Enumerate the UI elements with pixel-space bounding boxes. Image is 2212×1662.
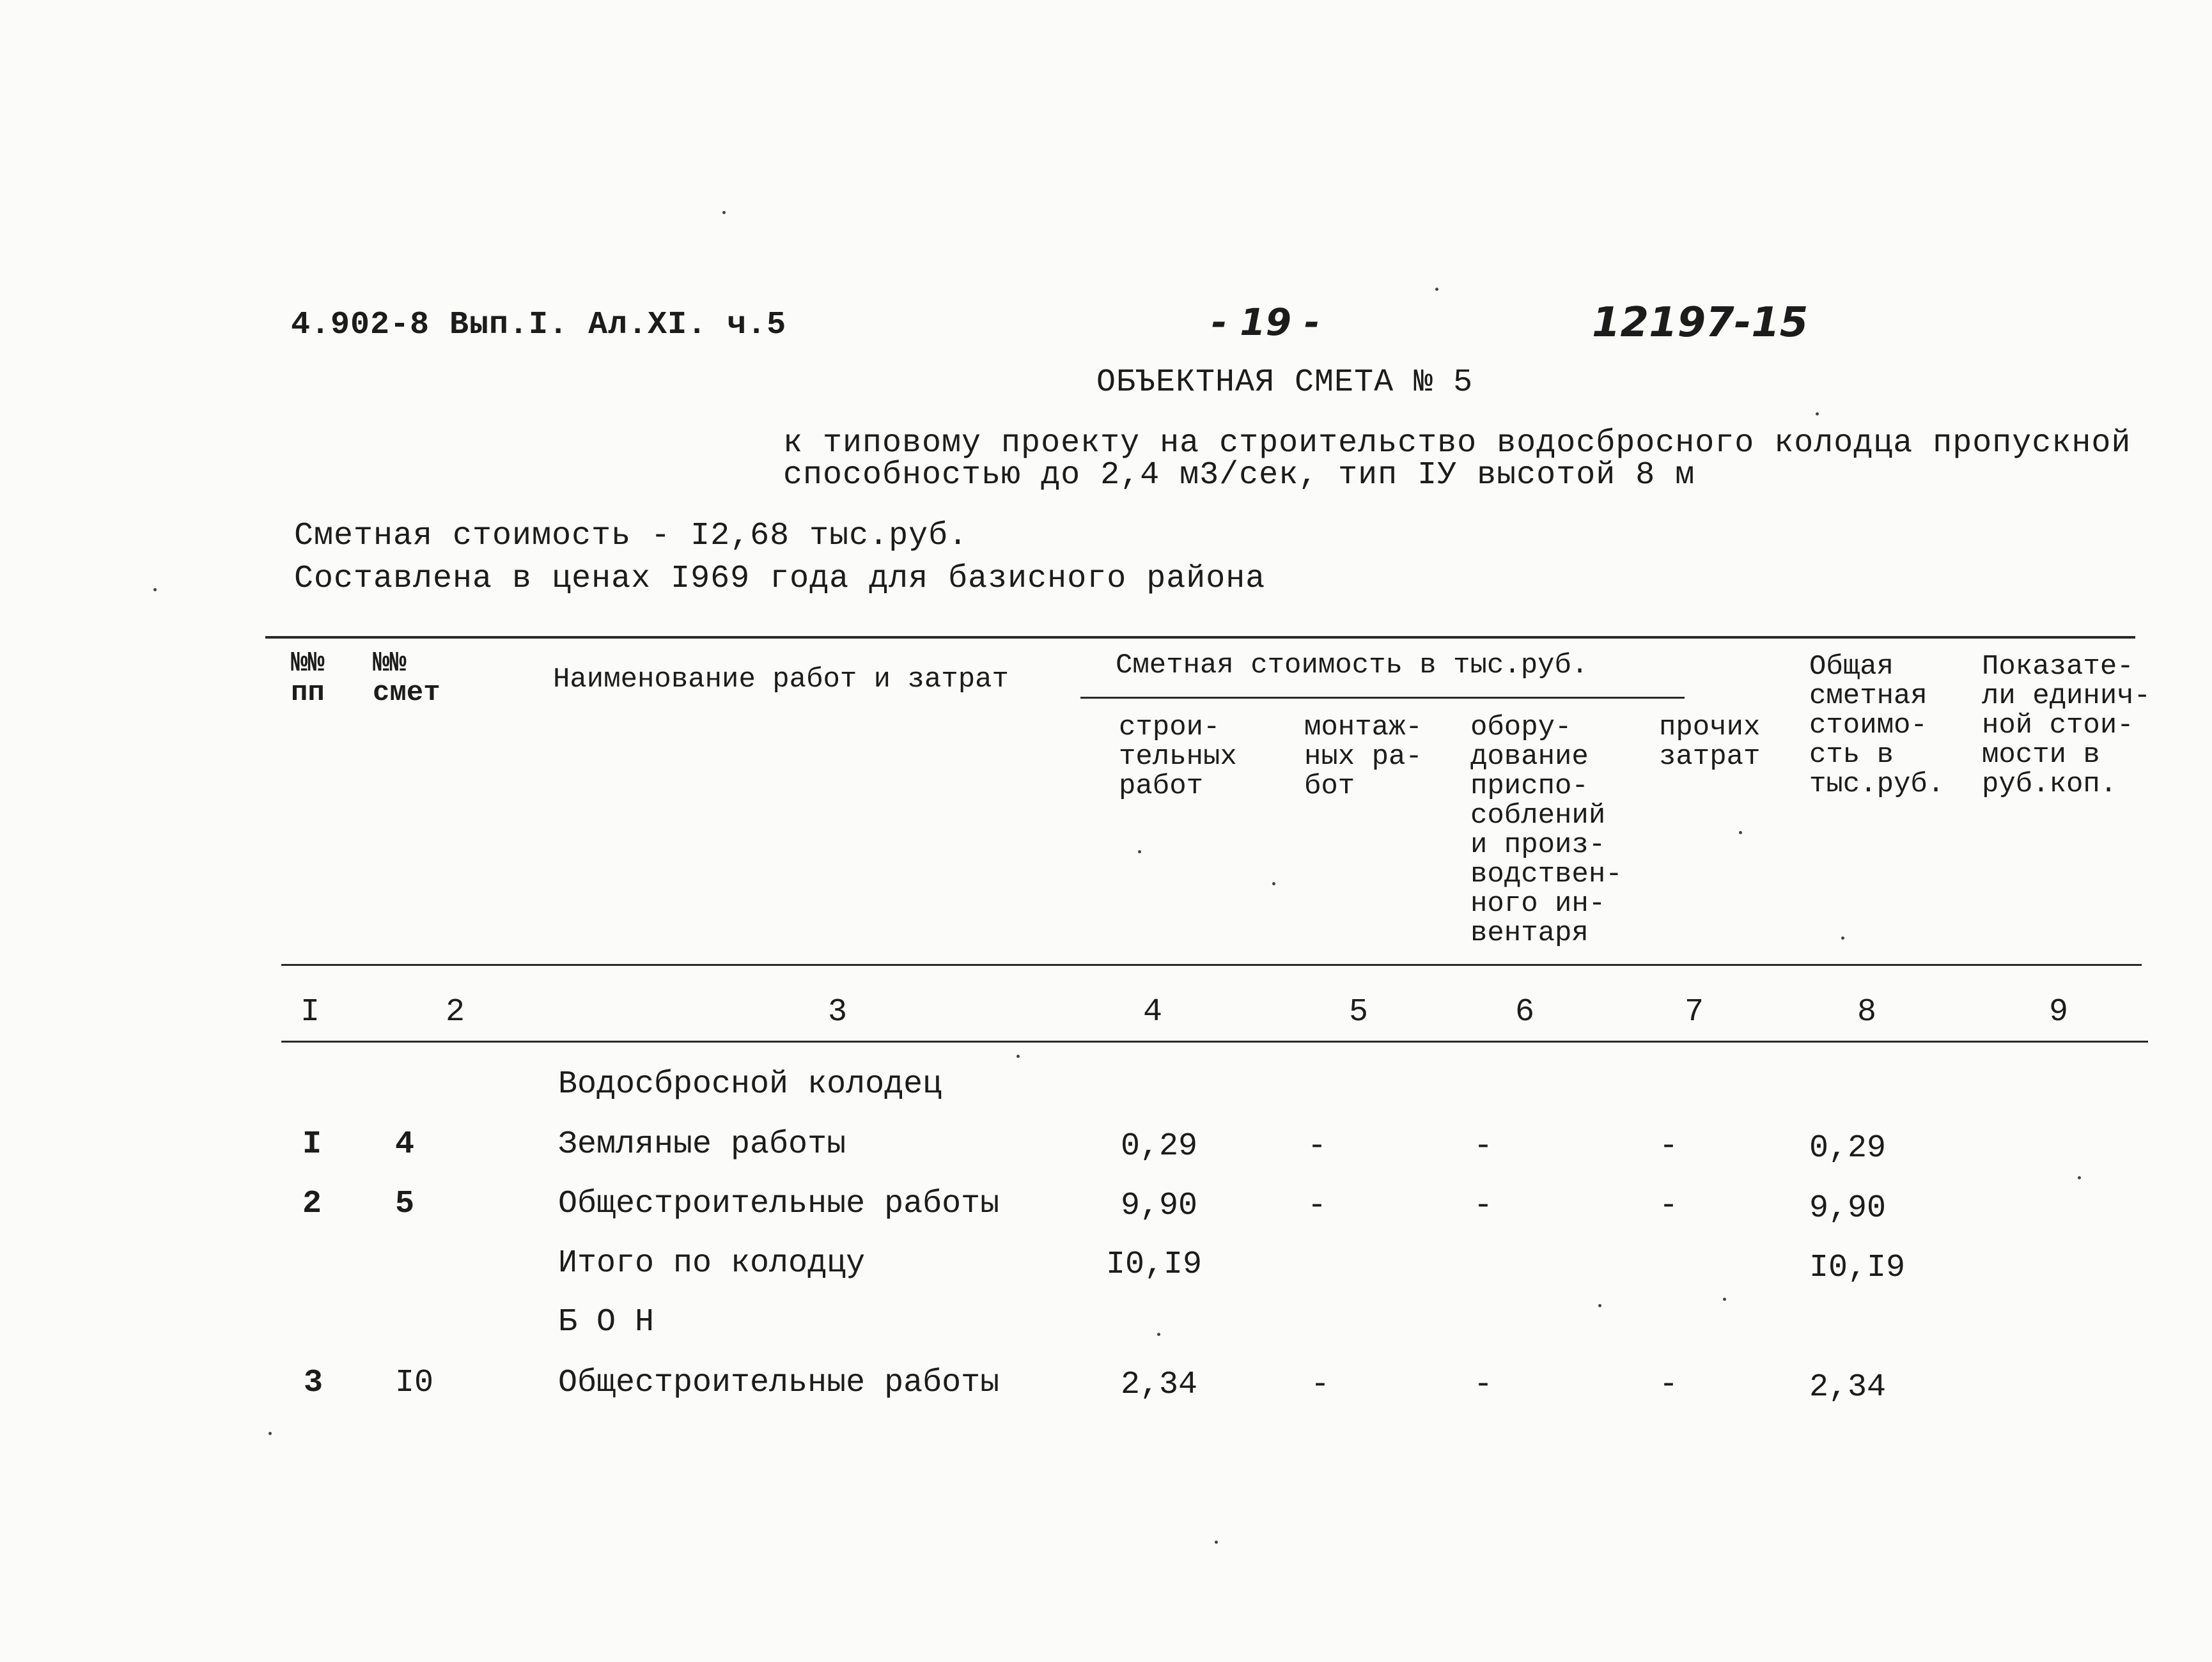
column-number-8: 8	[1857, 994, 1877, 1030]
column-number-5: 5	[1348, 994, 1369, 1030]
row-construction-cost: 2,34	[1120, 1367, 1198, 1403]
row-number: I	[302, 1126, 322, 1163]
header-bottom-rule	[281, 964, 2142, 966]
row-name: Земляные работы	[558, 1126, 846, 1163]
scan-speck	[1272, 882, 1275, 885]
header-work-name: Наименование работ и затрат	[553, 664, 1009, 695]
subtitle-line-1: к типовому проекту на строительство водосбросного колодца пропускной	[783, 425, 2131, 462]
header-equipment: обору- дование приспо- соблений и произ- водствен- ного ин- вентаря	[1470, 711, 1623, 949]
document-title: ОБЪЕКТНАЯ СМЕТА № 5	[1096, 364, 1474, 401]
row-name: Общестроительные работы	[558, 1365, 1000, 1401]
row-total-cost: 2,34	[1809, 1369, 1887, 1406]
row-name: Водосбросной колодец	[558, 1066, 942, 1103]
scan-speck	[722, 211, 726, 214]
scan-speck	[1739, 831, 1742, 834]
row-equipment-cost: -	[1473, 1128, 1493, 1165]
scan-speck	[1841, 936, 1844, 940]
group-header-rule	[1080, 697, 1685, 699]
row-name: Итого по колодцу	[558, 1245, 866, 1282]
price-basis: Составлена в ценах I969 года для базисного района	[294, 561, 1266, 597]
scan-speck	[1138, 850, 1141, 853]
column-number-9: 9	[2048, 994, 2069, 1030]
row-other-cost: -	[1658, 1367, 1679, 1403]
row-estimate-number: 5	[394, 1186, 415, 1222]
header-total-cost: Общая сметная стоимо- сть в тыс.руб.	[1809, 651, 1945, 800]
header-installation-works: монтаж- ных ра- бот	[1304, 711, 1422, 802]
estimated-cost: Сметная стоимость - I2,68 тыс.руб.	[294, 518, 969, 554]
row-construction-cost: 0,29	[1120, 1128, 1198, 1165]
header-construction-works: строи- тельных работ	[1119, 711, 1237, 802]
row-other-cost: -	[1658, 1128, 1679, 1165]
header-unit-cost: Показате- ли единич- ной стои- мости в руб.коп.	[1982, 651, 2151, 800]
subtitle-line-2: способностью до 2,4 м3/сек, тип IУ высотой 8 м	[783, 457, 1695, 493]
row-installation-cost: -	[1307, 1128, 1327, 1165]
row-equipment-cost: -	[1473, 1188, 1493, 1224]
row-total-cost: 0,29	[1809, 1130, 1887, 1167]
scan-speck	[1215, 1541, 1218, 1544]
row-other-cost: -	[1658, 1188, 1679, 1224]
table-top-rule	[265, 636, 2135, 639]
row-construction-cost: I0,I9	[1105, 1246, 1203, 1283]
column-number-6: 6	[1515, 994, 1535, 1030]
scan-speck	[1016, 1055, 1020, 1058]
row-installation-cost: -	[1307, 1188, 1327, 1224]
row-number: 2	[302, 1186, 322, 1222]
column-number-2: 2	[445, 994, 465, 1030]
scan-speck	[1435, 288, 1438, 291]
inventory-number: 12197-15	[1592, 299, 1809, 346]
scan-speck	[1157, 1333, 1160, 1336]
header-cost-group: Сметная стоимость в тыс.руб.	[1116, 649, 1589, 681]
row-installation-cost: -	[1310, 1367, 1330, 1403]
scan-speck	[2078, 1176, 2081, 1179]
page-number: - 19 -	[1211, 300, 1320, 344]
document-reference: 4.902-8 Вып.I. Ал.XI. ч.5	[291, 307, 787, 343]
column-number-4: 4	[1142, 994, 1163, 1030]
row-equipment-cost: -	[1473, 1367, 1493, 1403]
row-estimate-number: 4	[394, 1126, 415, 1163]
row-construction-cost: 9,90	[1120, 1188, 1198, 1224]
column-number-7: 7	[1684, 994, 1704, 1030]
scan-speck	[269, 1432, 272, 1435]
row-name: Общестроительные работы	[558, 1186, 1000, 1222]
row-number: 3	[303, 1365, 323, 1401]
scan-speck	[1598, 1304, 1601, 1307]
header-row-number: №№ пп	[291, 648, 325, 709]
scan-speck	[1723, 1298, 1726, 1301]
column-numbers-rule	[281, 1041, 2148, 1043]
header-other-costs: прочих затрат	[1659, 711, 1761, 773]
column-number-3: 3	[827, 994, 848, 1030]
scan-speck	[1816, 412, 1819, 416]
row-total-cost: I0,I9	[1809, 1250, 1906, 1286]
row-name: Б О Н	[558, 1304, 655, 1340]
header-estimate-number: №№ смет	[373, 648, 440, 709]
column-number-1: I	[300, 994, 320, 1030]
row-total-cost: 9,90	[1809, 1190, 1887, 1227]
row-estimate-number: I0	[394, 1365, 434, 1401]
scan-speck	[153, 588, 157, 591]
